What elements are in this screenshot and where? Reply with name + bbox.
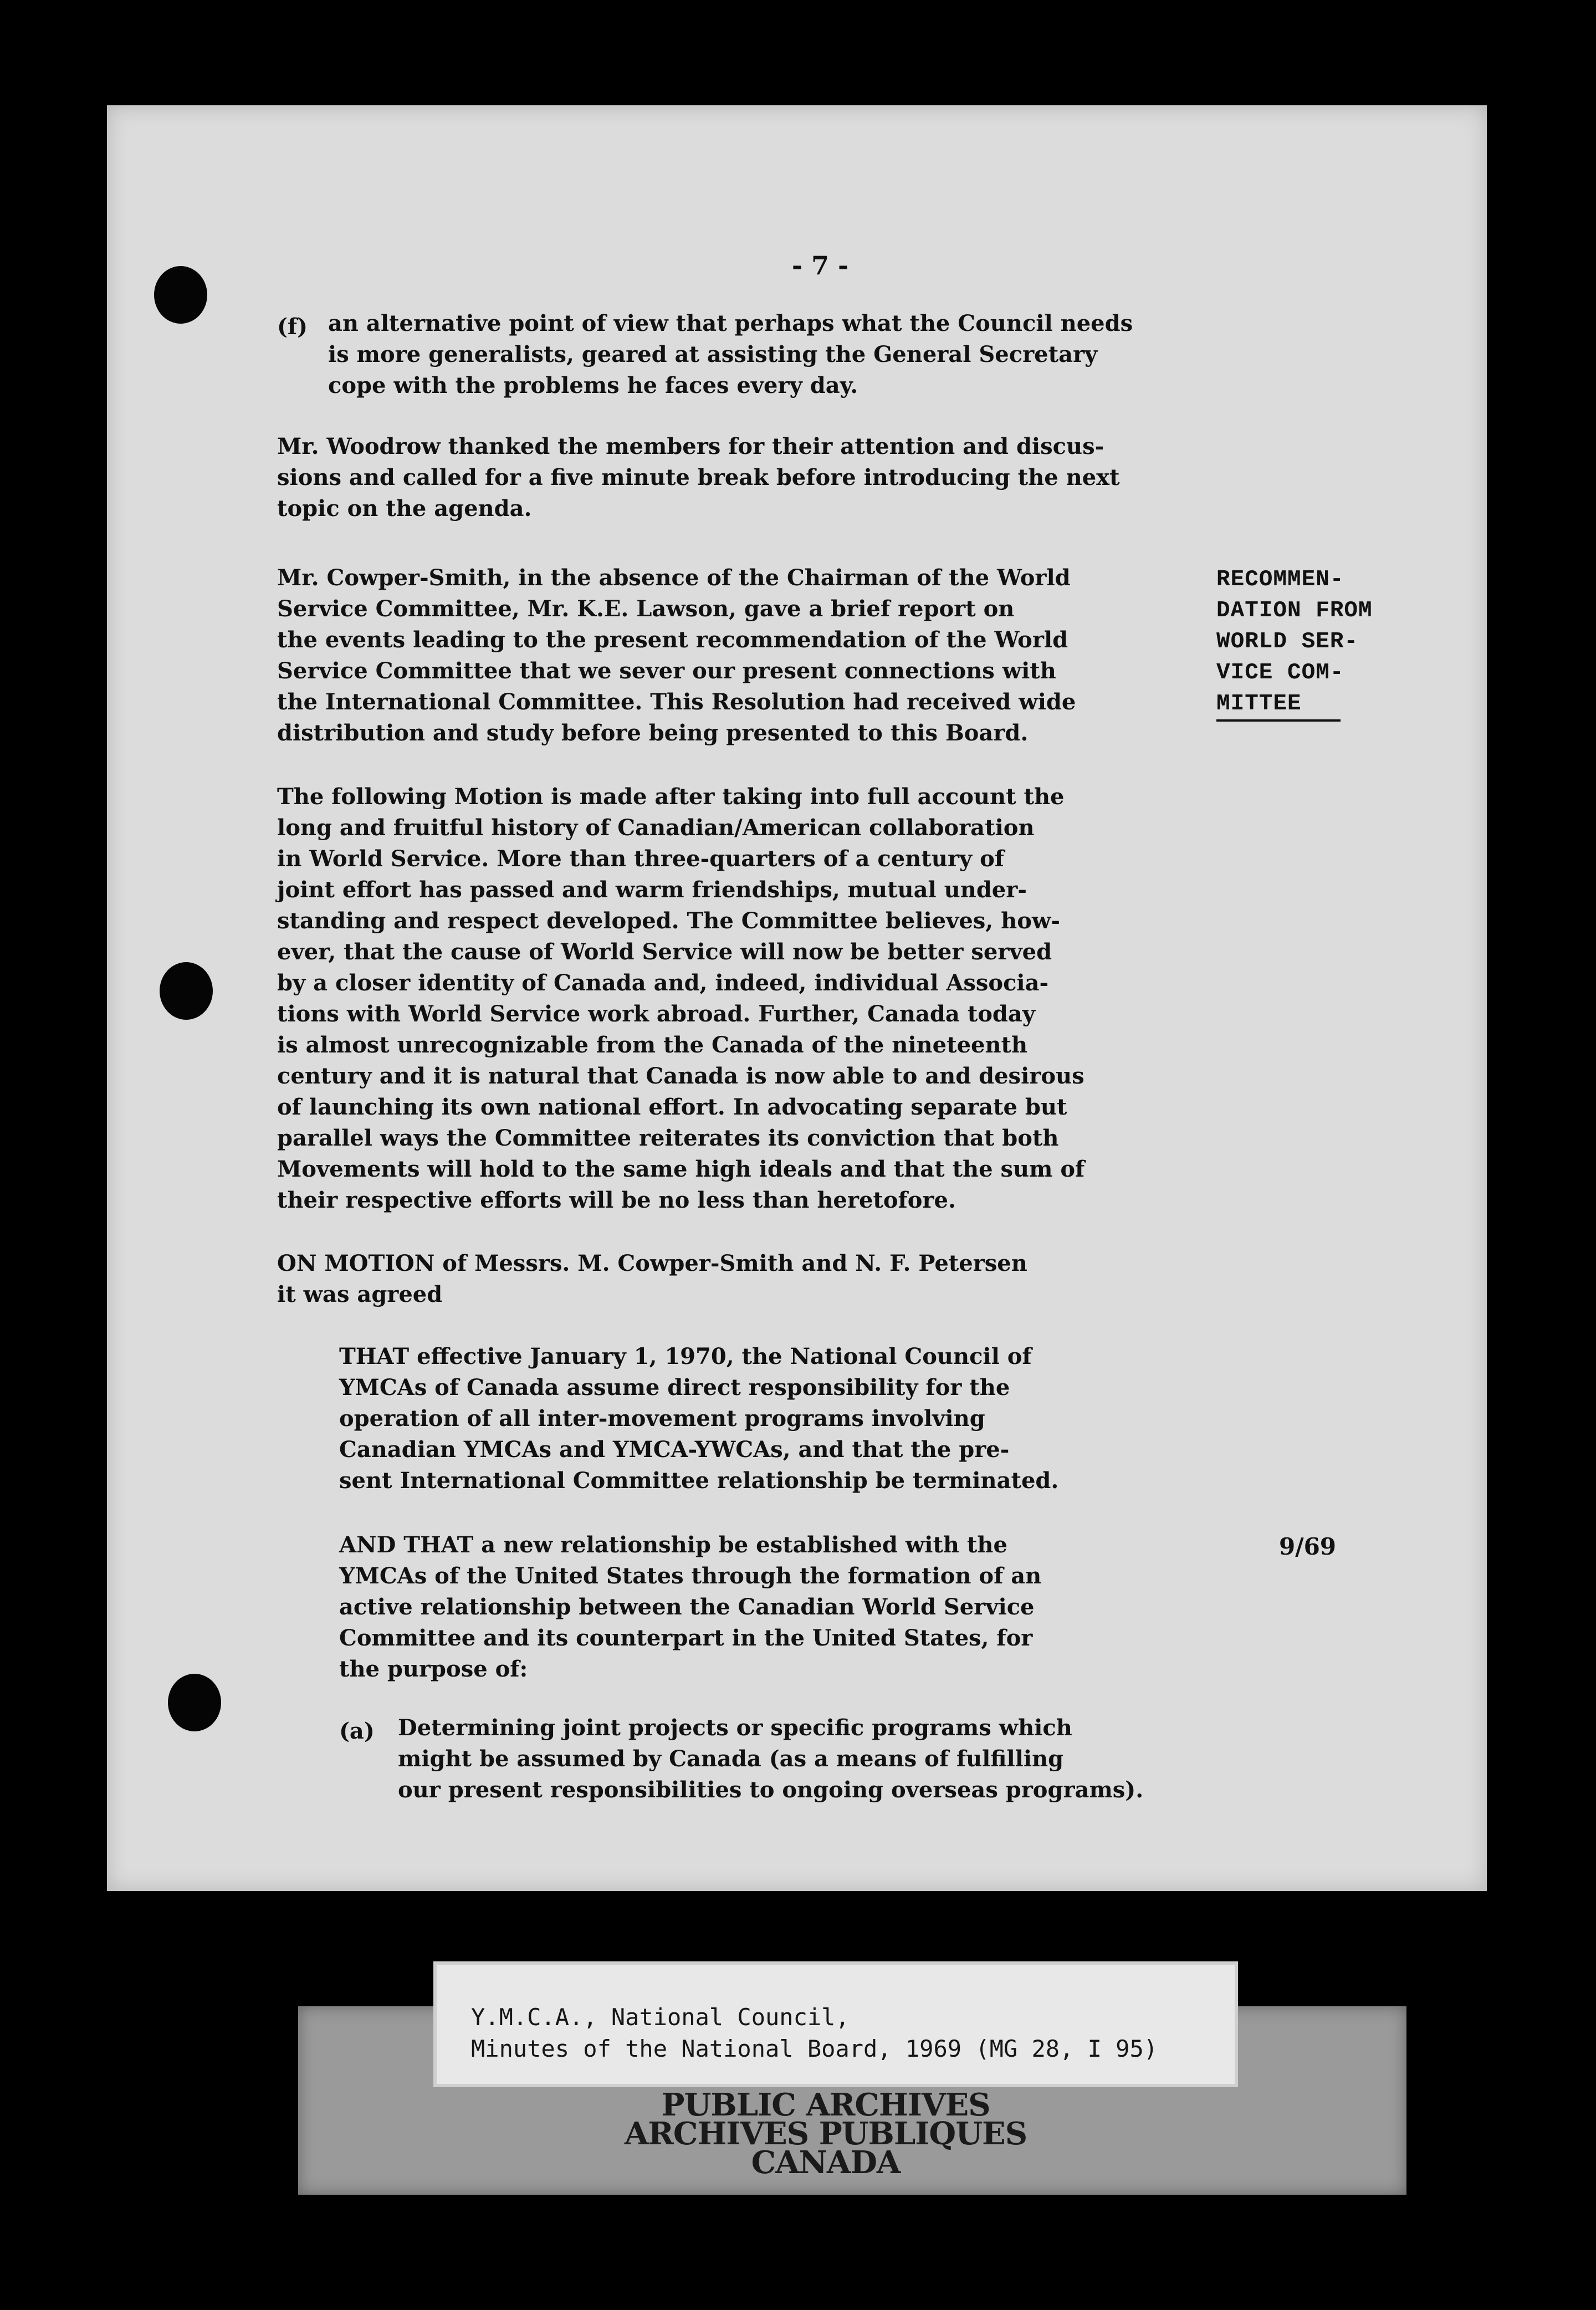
text-line: of launching its own national effort. In advocating separate but (277, 1094, 1067, 1120)
paragraph-motion-intro (277, 781, 1230, 1216)
paragraph-woodrow (277, 431, 1230, 524)
text-line: ever, that the cause of World Service will now be better served (277, 939, 1052, 965)
text-line: Committee and its counterpart in the United States, for (339, 1625, 1033, 1651)
text-line: is more generalists, geared at assisting the General Secretary (328, 341, 1098, 367)
margin-note-line: WORLD SER- (1216, 629, 1359, 655)
page-number: - 7 - (791, 251, 849, 280)
text-line: their respective efforts will be no less than heretofore. (277, 1187, 956, 1213)
item-a-text (398, 1713, 1351, 1806)
text-line: the purpose of: (339, 1656, 528, 1682)
paragraph-on-motion (277, 1248, 1230, 1310)
text-line: parallel ways the Committee reiterates its conviction that both (277, 1125, 1059, 1151)
text-line: YMCAs of the United States through the formation of an (339, 1563, 1042, 1589)
text-line: active relationship between the Canadian World Service (339, 1594, 1035, 1620)
punch-hole-middle (160, 962, 213, 1020)
text-line: joint effort has passed and warm friendships, mutual under- (277, 877, 1027, 903)
margin-note-recommendation (1216, 564, 1373, 722)
text-line: Mr. Cowper-Smith, in the absence of the Chairman of the World (277, 565, 1071, 591)
text-line: cope with the problems he faces every day. (328, 372, 858, 398)
text-line: distribution and study before being presented to this Board. (277, 720, 1029, 746)
margin-note-line: VICE COM- (1216, 660, 1344, 686)
text-line: sent International Committee relationship be terminated. (339, 1468, 1059, 1494)
text-line: Movements will hold to the same high ideals and that the sum of (277, 1156, 1085, 1182)
text-line: Service Committee that we sever our present connections with (277, 658, 1056, 684)
stamp-line: PUBLIC ARCHIVES (661, 2087, 990, 2123)
item-f-text (328, 308, 1281, 401)
text-line: Determining joint projects or specific programs which (398, 1715, 1072, 1741)
text-line: our present responsibilities to ongoing overseas programs). (398, 1777, 1144, 1803)
text-line: the events leading to the present recommendation of the World (277, 627, 1068, 653)
text-line: by a closer identity of Canada and, indeed, individual Associa- (277, 970, 1049, 996)
text-line: Service Committee, Mr. K.E. Lawson, gave a brief report on (277, 596, 1015, 622)
stamp-line: ARCHIVES PUBLIQUES (624, 2115, 1027, 2152)
text-line: Mr. Woodrow thanked the members for their attention and discus- (277, 433, 1104, 459)
text-line: YMCAs of Canada assume direct responsibility for the (339, 1374, 1010, 1401)
text-line: century and it is natural that Canada is now able to and desirous (277, 1063, 1085, 1089)
margin-note-line: RECOMMEN- (1216, 567, 1344, 592)
text-line: an alternative point of view that perhaps what the Council needs (328, 310, 1133, 336)
text-line: it was agreed (277, 1281, 443, 1307)
text-line: Canadian YMCAs and YMCA-YWCAs, and that the pre- (339, 1437, 1010, 1463)
text-line: sions and called for a five minute break before introducing the next (277, 464, 1120, 490)
text-line: THAT effective January 1, 1970, the National Council of (339, 1343, 1032, 1369)
text-line: tions with World Service work abroad. Further, Canada today (277, 1001, 1036, 1027)
archive-label-line-1: Y.M.C.A., National Council, (471, 2004, 850, 2031)
item-f-letter: (f) (277, 314, 308, 340)
text-line: is almost unrecognizable from the Canada of the nineteenth (277, 1032, 1028, 1058)
text-line: the International Committee. This Resolution had received wide (277, 689, 1076, 715)
text-line: standing and respect developed. The Committee believes, how- (277, 908, 1060, 934)
resolution-and-that (339, 1530, 1292, 1685)
margin-note-line: MITTEE (1216, 688, 1341, 722)
archive-label-line-2: Minutes of the National Board, 1969 (MG 28, I 95) (471, 2035, 1158, 2062)
margin-note-line: DATION FROM (1216, 598, 1373, 624)
public-archives-stamp (598, 2087, 1053, 2181)
item-a-letter: (a) (339, 1718, 375, 1744)
text-line: long and fruitful history of Canadian/American collaboration (277, 815, 1035, 841)
punch-hole-top (154, 266, 207, 324)
resolution-that (339, 1341, 1292, 1496)
punch-hole-bottom (168, 1674, 221, 1731)
text-line: AND THAT a new relationship be established with the (339, 1532, 1007, 1558)
resolution-number: 9/69 (1279, 1533, 1337, 1560)
text-line: in World Service. More than three-quarters of a century of (277, 846, 1004, 872)
text-line: topic on the agenda. (277, 495, 532, 522)
text-line: operation of all inter-movement programs involving (339, 1406, 985, 1432)
text-line: might be assumed by Canada (as a means of fulfilling (398, 1746, 1064, 1772)
stamp-line: CANADA (751, 2144, 901, 2181)
paragraph-cowper-smith (277, 563, 1230, 749)
text-line: ON MOTION of Messrs. M. Cowper-Smith and N. F. Petersen (277, 1250, 1027, 1276)
text-line: The following Motion is made after taking into full account the (277, 784, 1065, 810)
